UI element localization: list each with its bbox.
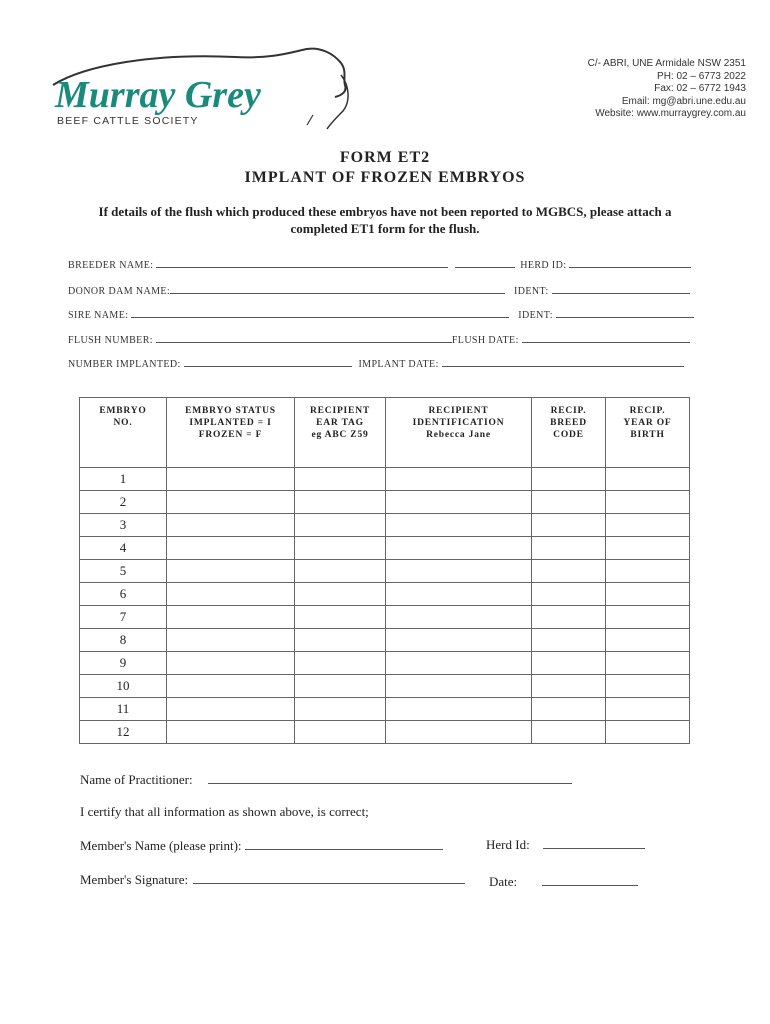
table-cell[interactable] [386,675,532,698]
table-cell[interactable] [532,606,606,629]
flush-number-row [68,332,690,346]
date-row [489,871,638,890]
flush-date-input[interactable] [522,332,690,343]
table-cell[interactable] [386,606,532,629]
table-cell[interactable] [606,652,690,675]
embryo-number-cell: 11 [80,698,167,721]
header-embryo-status: EMBRYO STATUS IMPLANTED = I FROZEN = F [167,398,295,468]
breeder-name-row [68,257,691,271]
table-cell[interactable] [167,468,295,491]
header-recipient-id: RECIPIENT IDENTIFICATION Rebecca Jane [386,398,532,468]
table-cell[interactable] [532,629,606,652]
table-cell[interactable] [167,629,295,652]
donor-dam-name-label: DONOR DAM NAME: [68,286,171,297]
table-cell[interactable] [167,675,295,698]
contact-address: C/- ABRI, UNE Armidale NSW 2351 [587,58,746,69]
table-row [80,652,690,675]
murray-grey-logo [45,45,355,145]
table-cell[interactable] [386,491,532,514]
header-embryo-no: EMBRYO NO. [80,398,167,468]
flush-number-input[interactable] [156,332,452,343]
embryo-number-cell: 9 [80,652,167,675]
table-cell[interactable] [386,514,532,537]
table-cell[interactable] [532,652,606,675]
table-row [80,629,690,652]
table-cell[interactable] [386,721,532,744]
sire-name-row [68,307,694,321]
table-cell[interactable] [386,583,532,606]
herd-id-bottom-row [486,837,645,853]
table-cell[interactable] [532,491,606,514]
table-cell[interactable] [606,583,690,606]
embryo-number-cell: 12 [80,721,167,744]
table-cell[interactable] [606,468,690,491]
table-cell[interactable] [606,491,690,514]
table-cell[interactable] [167,652,295,675]
table-cell[interactable] [295,491,386,514]
form-title-line2: IMPLANT OF FROZEN EMBRYOS [244,169,526,186]
table-cell[interactable] [606,560,690,583]
embryo-table-body [80,468,690,744]
embryo-number-cell: 2 [80,491,167,514]
table-row [80,514,690,537]
breeder-name-input[interactable] [156,257,448,268]
contact-block [588,58,746,121]
member-name-row [80,837,443,854]
flush-date-label: FLUSH DATE: [451,335,519,346]
logo-sub: BEEF CATTLE SOCIETY [57,115,199,127]
table-row [80,537,690,560]
table-cell[interactable] [167,698,295,721]
embryo-number-cell: 3 [80,514,167,537]
table-cell[interactable] [532,560,606,583]
table-cell[interactable] [295,583,386,606]
table-cell[interactable] [532,698,606,721]
sire-name-input[interactable] [131,307,509,318]
table-cell[interactable] [532,537,606,560]
embryo-number-cell: 8 [80,629,167,652]
table-cell[interactable] [167,583,295,606]
number-implanted-input[interactable] [184,356,352,367]
number-implanted-row [68,356,684,370]
herd-id-bottom-label: Herd Id: [486,837,530,852]
implant-date-input[interactable] [442,356,684,367]
contact-phone: PH: 02 – 6773 2022 [657,70,746,82]
table-row [80,491,690,514]
table-cell[interactable] [532,721,606,744]
table-cell[interactable] [386,629,532,652]
sire-ident-input[interactable] [556,307,694,318]
table-cell[interactable] [295,629,386,652]
table-cell[interactable] [386,468,532,491]
date-input[interactable] [542,871,638,886]
embryo-number-cell: 7 [80,606,167,629]
breeder-name-label: BREEDER NAME: [68,260,154,271]
table-cell[interactable] [386,560,532,583]
table-cell[interactable] [606,514,690,537]
table-cell[interactable] [295,537,386,560]
sire-name-label: SIRE NAME: [68,310,129,321]
flush-number-label: FLUSH NUMBER: [68,335,153,346]
table-cell[interactable] [606,721,690,744]
table-cell[interactable] [386,652,532,675]
contact-email: Email: mg@abri.une.edu.au [621,95,746,107]
table-cell[interactable] [295,675,386,698]
table-cell[interactable] [167,560,295,583]
herd-id-label: HERD ID: [520,260,567,271]
table-row [80,468,690,491]
table-row [80,583,690,606]
donor-ident-label: IDENT: [514,286,549,297]
donor-dam-row [68,283,690,297]
embryo-number-cell: 10 [80,675,167,698]
embryo-number-cell: 1 [80,468,167,491]
embryo-number-cell: 6 [80,583,167,606]
embryo-number-cell: 4 [80,537,167,560]
table-cell[interactable] [167,606,295,629]
table-cell[interactable] [606,606,690,629]
sire-ident-label: IDENT: [518,310,553,321]
table-cell[interactable] [532,583,606,606]
table-cell[interactable] [295,721,386,744]
table-cell[interactable] [532,675,606,698]
signature-input[interactable] [193,871,465,884]
donor-ident-input[interactable] [552,283,690,294]
donor-dam-name-input[interactable] [170,283,505,294]
header-year-of-birth: RECIP. YEAR OF BIRTH [606,398,690,468]
breeder-name-input-2[interactable] [455,257,515,268]
table-header-row [80,398,690,468]
table-cell[interactable] [295,514,386,537]
table-cell[interactable] [606,675,690,698]
table-cell[interactable] [295,560,386,583]
form-title [0,148,770,188]
table-row [80,721,690,744]
flush-note [40,203,730,237]
table-cell[interactable] [386,698,532,721]
table-cell[interactable] [606,629,690,652]
certify-statement: I certify that all information as shown above, is correct; [80,804,369,819]
herd-id-input[interactable] [569,257,691,268]
header-breed-code: RECIP. BREED CODE [532,398,606,468]
table-cell[interactable] [295,606,386,629]
implant-date-label: IMPLANT DATE: [358,359,439,370]
table-cell[interactable] [295,468,386,491]
table-row [80,606,690,629]
table-cell[interactable] [167,537,295,560]
table-cell[interactable] [606,537,690,560]
embryo-table [79,397,690,744]
practitioner-label: Name of Practitioner: [80,772,193,787]
date-label: Date: [489,874,518,889]
table-cell[interactable] [532,468,606,491]
herd-id-bottom-input[interactable] [543,844,645,849]
table-cell[interactable] [167,491,295,514]
table-cell[interactable] [295,698,386,721]
contact-website: Website: www.murraygrey.com.au [595,108,746,119]
member-name-input[interactable] [245,837,443,850]
header-ear-tag: RECIPIENT EAR TAG eg ABC Z59 [295,398,386,468]
table-cell[interactable] [386,537,532,560]
table-cell[interactable] [606,698,690,721]
table-cell[interactable] [295,652,386,675]
embryo-number-cell: 5 [80,560,167,583]
practitioner-input[interactable] [208,771,572,784]
signature-label: Member's Signature: [80,872,189,887]
number-implanted-label: NUMBER IMPLANTED: [68,359,181,370]
flush-note-line1: If details of the flush which produced these embryos have not been reported to MGBCS, please attach a [98,204,672,219]
table-row [80,675,690,698]
practitioner-row [80,771,572,788]
table-row [80,698,690,721]
table-cell[interactable] [167,514,295,537]
flush-note-line2: completed ET1 form for the flush. [290,221,480,236]
table-cell[interactable] [167,721,295,744]
signature-row [80,871,465,888]
table-row [80,560,690,583]
contact-fax: Fax: 02 – 6772 1943 [654,83,746,94]
form-title-line1: FORM ET2 [339,149,431,166]
member-name-label: Member's Name (please print): [80,838,242,853]
logo-name: Murray Grey [55,74,261,116]
table-cell[interactable] [532,514,606,537]
